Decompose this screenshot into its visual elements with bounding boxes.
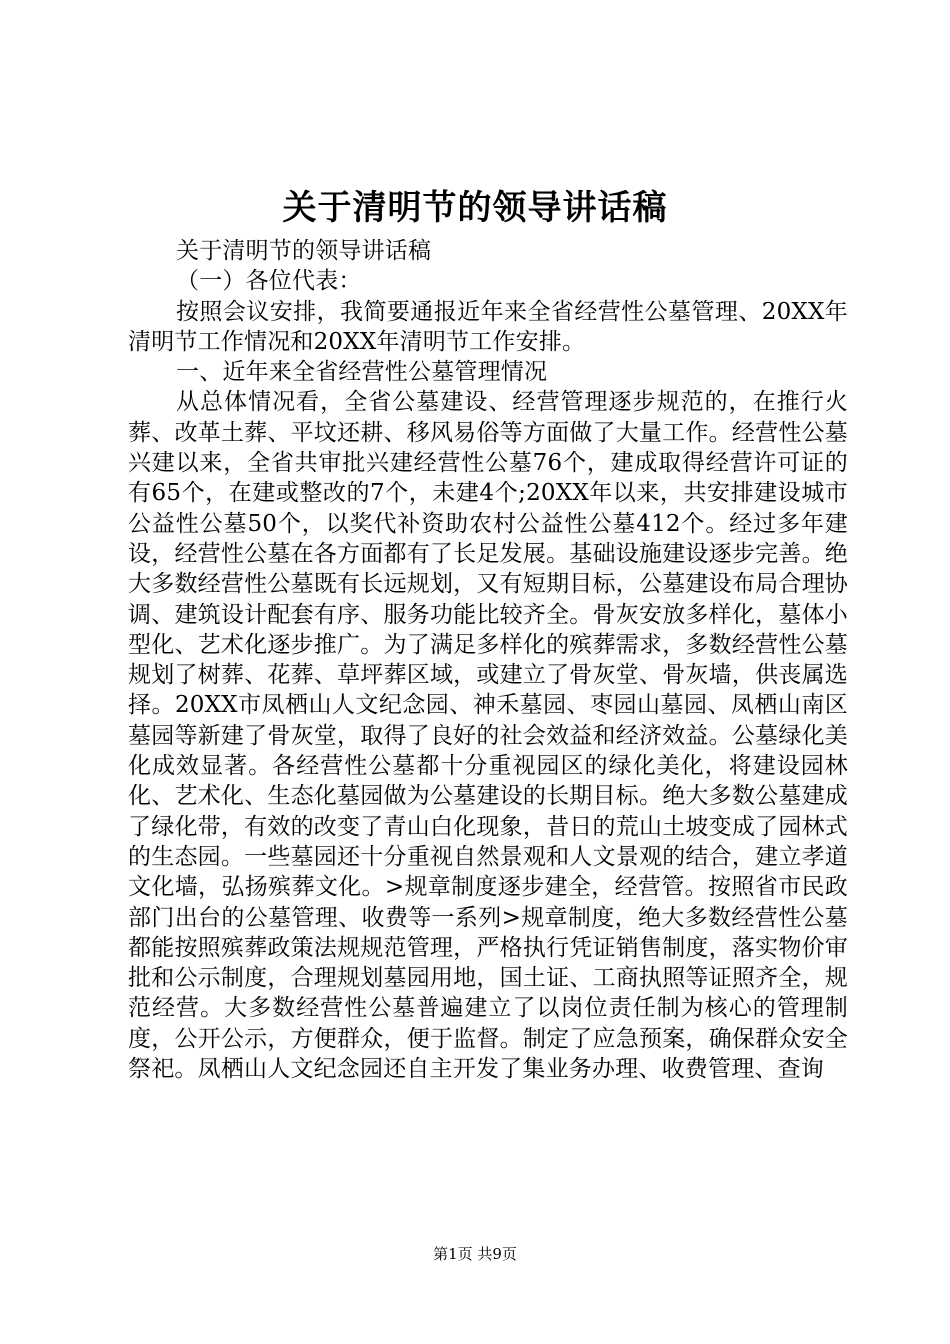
- document-title: 关于清明节的领导讲话稿: [282, 188, 668, 228]
- salutation-paragraph: （一）各位代表：: [176, 268, 362, 295]
- body-paragraph: 从总体情况看，全省公墓建设、经营管理逐步规范的，在推行火葬、改革土葬、平坟还耕、移风易俗等方面做了大量工作。经营性公墓兴建以来，全省共审批兴建经营性公墓76个，建成取得经营许可证的有65个，在建或整改的7个，未建4个;20XX年以来，共安排建设城市公益性公墓50个，以奖代补资助农村公益性公墓412个。经过多年建设，经营性公墓在各方面都有了长足发展。基础设施建设逐步完善。绝大多数经营性公墓既有长远规划，又有短期目标，公墓建设布局合理协调、建筑设计配套有序、服务功能比较齐全。骨灰安放多样化，墓体小型化、艺术化逐步推广。为了满足多样化的殡葬需求，多数经营性公墓规划了树葬、花葬、草坪葬区域，或建立了骨灰堂、骨灰墙，供丧属选择。20XX市凤栖山人文纪念园、神禾墓园、枣园山墓园、凤栖山南区墓园等新建了骨灰堂，取得了良好的社会效益和经济效益。公墓绿化美化成效显著。各经营性公墓都十分重视园区的绿化美化，将建设园林化、艺术化、生态化墓园做为公墓建设的长期目标。绝大多数公墓建成了绿化带，有效的改变了青山白化现象，昔日的荒山土坡变成了园林式的生态园。一些墓园还十分重视自然景观和人文景观的结合，建立孝道文化墙，弘扬殡葬文化。>规章制度逐步建全，经营管。按照省市民政部门出台的公墓管理、收费等一系列>规章制度，绝大多数经营性公墓都能按照殡葬政策法规规范管理，严格执行凭证销售制度，落实物价审批和公示制度，合理规划墓园用地，国土证、工商执照等证照齐全，规范经营。大多数经营性公墓普遍建立了以岗位责任制为核心的管理制度，公开公示，方便群众，便于监督。制定了应急预案，确保群众安全祭祀。凤栖山人文纪念园还自主开发了集业务办理、收费管理、查询: [128, 389, 848, 1083]
- section-heading: 一、近年来全省经营性公墓管理情况: [176, 359, 548, 386]
- page-number-footer: 第1页 共9页: [433, 1245, 517, 1263]
- subtitle-paragraph: 关于清明节的领导讲话稿: [176, 238, 432, 264]
- intro-paragraph: 按照会议安排，我简要通报近年来全省经营性公墓管理、20XX年清明节工作情况和20XX年清明节工作安排。: [128, 298, 848, 355]
- document-body: [128, 236, 848, 1084]
